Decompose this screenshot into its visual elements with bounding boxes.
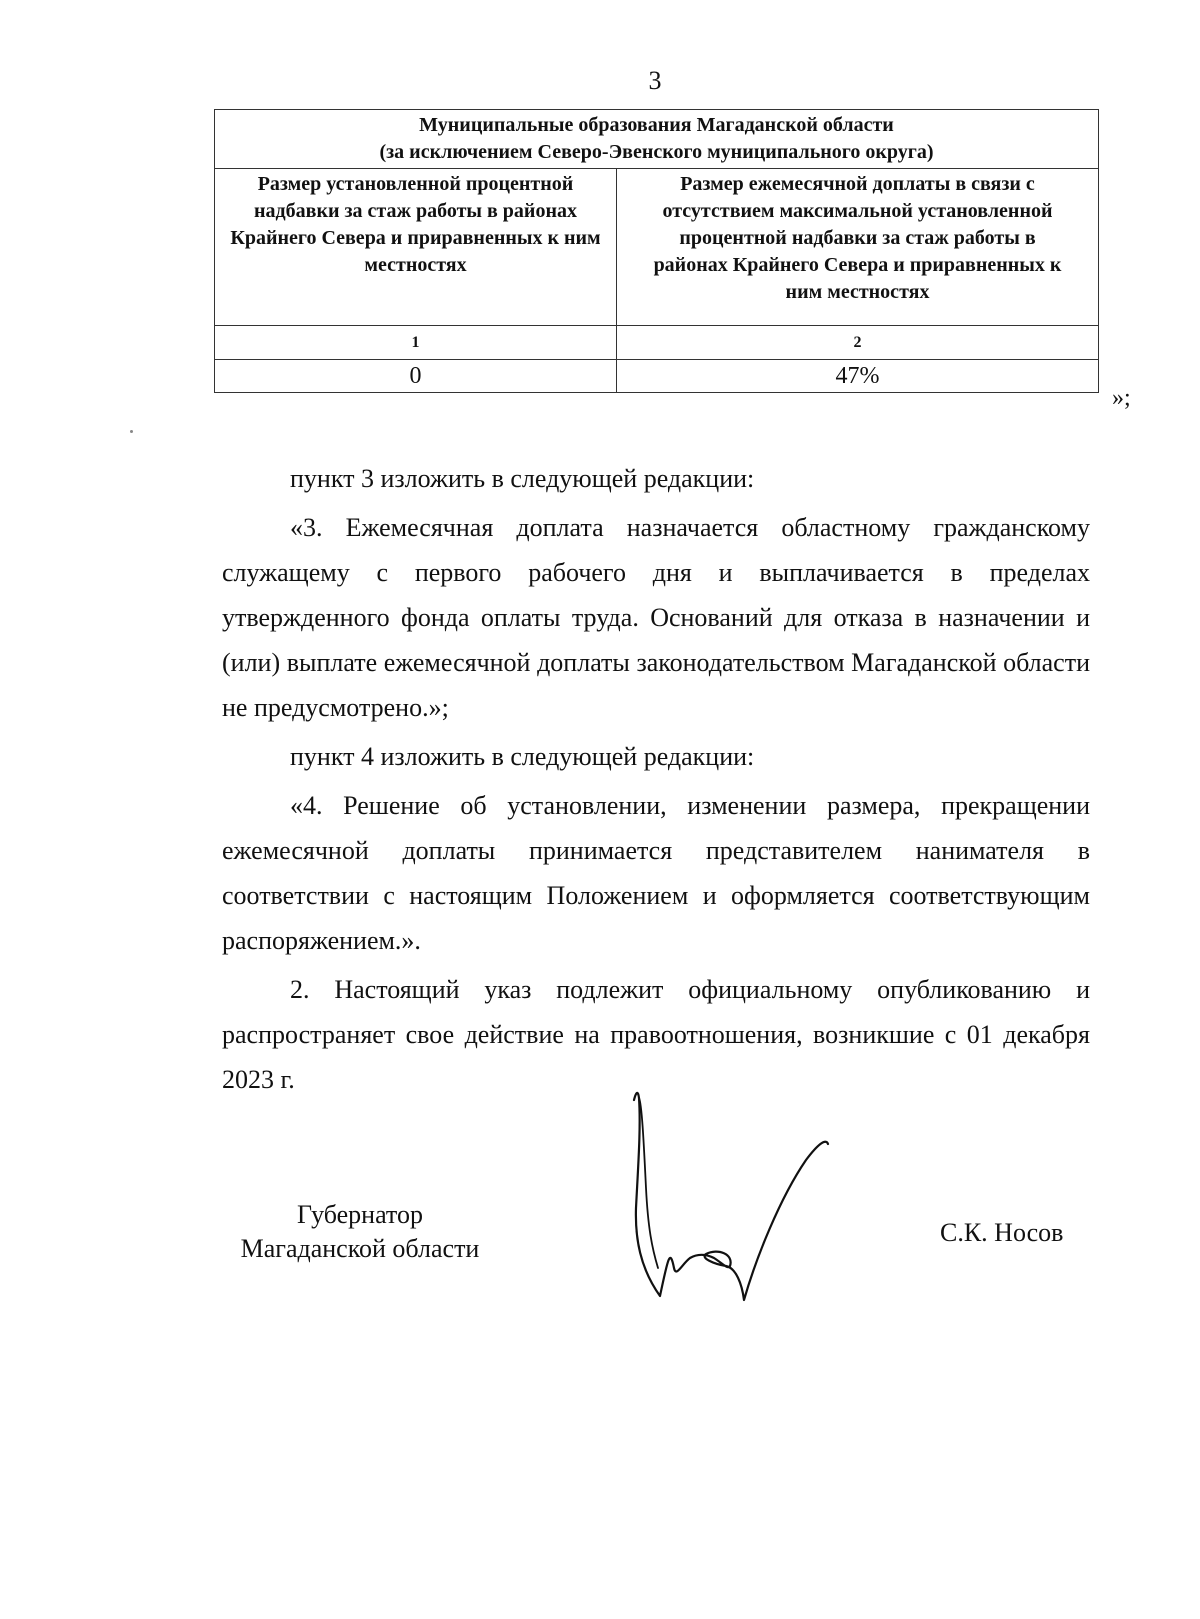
- table-header-row: [215, 169, 1099, 326]
- page-number: 3: [648, 66, 662, 95]
- table-title-line2: (за исключением Северо-Эвенского муниципального округа): [379, 141, 934, 163]
- signatory-name: С.К. Носов: [940, 1218, 1064, 1247]
- paragraph-5: 2. Настоящий указ подлежит официальному опубликованию и распространяет свое действие на правоотношения, возникшие с 01 декабря 2023 г.: [222, 975, 1090, 1094]
- handwritten-signature: [630, 1088, 850, 1308]
- col2-header: Размер ежемесячной доплаты в связи с отсутствием максимальной установленной процентной надбавки за стаж работы в районах Крайнего Севера и приравненных к ним местностях: [617, 169, 1099, 326]
- col1-number: 1: [215, 326, 617, 360]
- table-title-cell: [215, 110, 1099, 169]
- table-row: [215, 360, 1099, 393]
- paragraph-1: пункт 3 изложить в следующей редакции:: [290, 464, 755, 493]
- row-col1-value: 0: [215, 360, 617, 393]
- signatory-title: [230, 1198, 490, 1266]
- table-number-row: [215, 326, 1099, 360]
- table-closing-quote: »;: [1112, 385, 1131, 411]
- row-col2-value: 47%: [617, 360, 1099, 393]
- paragraph-2: «3. Ежемесячная доплата назначается областному гражданскому служащему с первого рабочего дня и выплачивается в пределах утвержденного фонда оплаты труда. Оснований для отказа в назначении и (или) выплате ежемесячной доплаты законодательством Магаданской области не предусмотрено.»;: [222, 513, 1090, 722]
- paragraph-4: «4. Решение об установлении, изменении размера, прекращении ежемесячной доплаты принимается представителем нанимателя в соответствии с настоящим Положением и оформляется соответствующим распоряжением.».: [222, 791, 1090, 955]
- table-title-line1: Муниципальные образования Магаданской области: [419, 114, 894, 136]
- paragraph-3: пункт 4 изложить в следующей редакции:: [290, 742, 755, 771]
- allowance-table: [214, 109, 1099, 393]
- document-body: [222, 456, 1090, 1102]
- table-title-row: [215, 110, 1099, 169]
- signatory-title-line2: Магаданской области: [240, 1234, 480, 1263]
- signatory-title-line1: Губернатор: [297, 1200, 423, 1229]
- scan-dot: [130, 430, 133, 433]
- col2-number: 2: [617, 326, 1099, 360]
- col1-header: Размер установленной процентной надбавки за стаж работы в районах Крайнего Севера и приравненных к ним местностях: [215, 169, 617, 326]
